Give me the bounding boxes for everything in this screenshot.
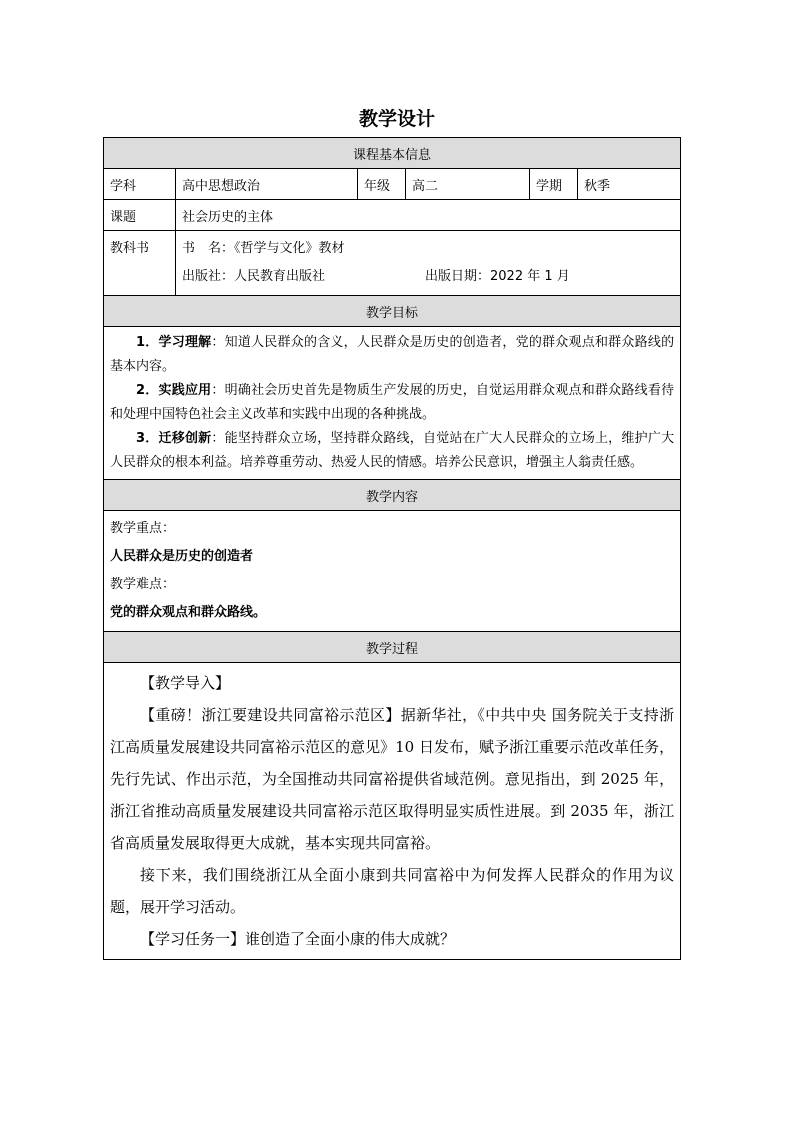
objectives-body <box>104 327 681 480</box>
topic-value: 社会历史的主体 <box>176 200 681 231</box>
grade-value: 高二 <box>406 169 530 200</box>
task-tag: 【学习任务一】 <box>140 930 246 948</box>
intro-heading: 【教学导入】 <box>140 674 231 692</box>
transition-paragraph: 接下来，我们围绕浙江从全面小康到共同富裕中为何发挥人民群众的作用为议题，展开学习活动。 <box>110 866 675 916</box>
key-point-label: 教学重点： <box>110 521 176 536</box>
difficulty-value: 党的群众观点和群众路线。 <box>110 605 267 620</box>
grade-label: 年级 <box>358 169 406 200</box>
topic-label: 课题 <box>104 200 176 231</box>
content-body <box>104 511 681 632</box>
basic-info-header: 课程基本信息 <box>104 138 681 169</box>
objective-label: 2．实践应用 <box>136 383 212 398</box>
subject-value: 高中思想政治 <box>176 169 358 200</box>
task-text: 谁创造了全面小康的伟大成就？ <box>245 930 456 948</box>
lesson-plan-table <box>103 137 681 960</box>
news-text: 据新华社，《中共中央 国务院关于支持浙江高质量发展建设共同富裕示范区的意见》10 日发布，赋予浙江重要示范改革任务，先行先试、作出示范，为全国推动共同富裕提供省域范例。意见指出，到 2025 年，浙江省推动高质量发展建设共同富裕示范区取得明显实质性进展。到 2035 年，浙江省高质量发展取得更大成就，基本实现共同富裕。 <box>110 706 675 852</box>
process-header: 教学过程 <box>104 632 681 663</box>
objectives-header: 教学目标 <box>104 296 681 327</box>
news-tag: 【重磅！浙江要建设共同富裕示范区】 <box>140 706 401 724</box>
process-body <box>104 663 681 960</box>
news-paragraph <box>110 699 674 859</box>
objective-item <box>110 379 674 427</box>
book-name: 书 名：《哲学与文化》教材 <box>182 241 345 256</box>
content-header: 教学内容 <box>104 480 681 511</box>
difficulty-label: 教学难点： <box>110 577 176 592</box>
publisher-row <box>182 263 674 291</box>
objective-text: ：明确社会历史首先是物质生产发展的历史，自觉运用群众观点和群众路线看待和处理中国特色社会主义改革和实践中出现的各种挑战。 <box>110 383 675 422</box>
objective-text: ：知道人民群众的含义，人民群众是历史的创造者，党的群众观点和群众路线的基本内容。 <box>110 335 675 374</box>
term-value: 秋季 <box>578 169 681 200</box>
publish-date: 出版日期：2022 年 1 月 <box>425 269 570 284</box>
objective-label: 3．迁移创新 <box>136 431 212 446</box>
objective-item <box>110 331 674 379</box>
textbook-label: 教科书 <box>104 231 176 296</box>
key-point-value: 人民群众是历史的创造者 <box>110 549 254 564</box>
textbook-info <box>176 231 681 296</box>
term-label: 学期 <box>530 169 578 200</box>
document-title: 教学设计 <box>358 108 435 130</box>
publisher: 出版社：人民教育出版社 <box>182 269 326 284</box>
task-paragraph <box>110 923 674 955</box>
subject-label: 学科 <box>104 169 176 200</box>
objective-item <box>110 427 674 475</box>
objective-label: 1．学习理解 <box>136 335 212 350</box>
objective-text: ：能坚持群众立场，坚持群众路线，自觉站在广大人民群众的立场上，维护广大人民群众的根本利益。培养尊重劳动、热爱人民的情感。培养公民意识，增强主人翁责任感。 <box>110 431 675 470</box>
